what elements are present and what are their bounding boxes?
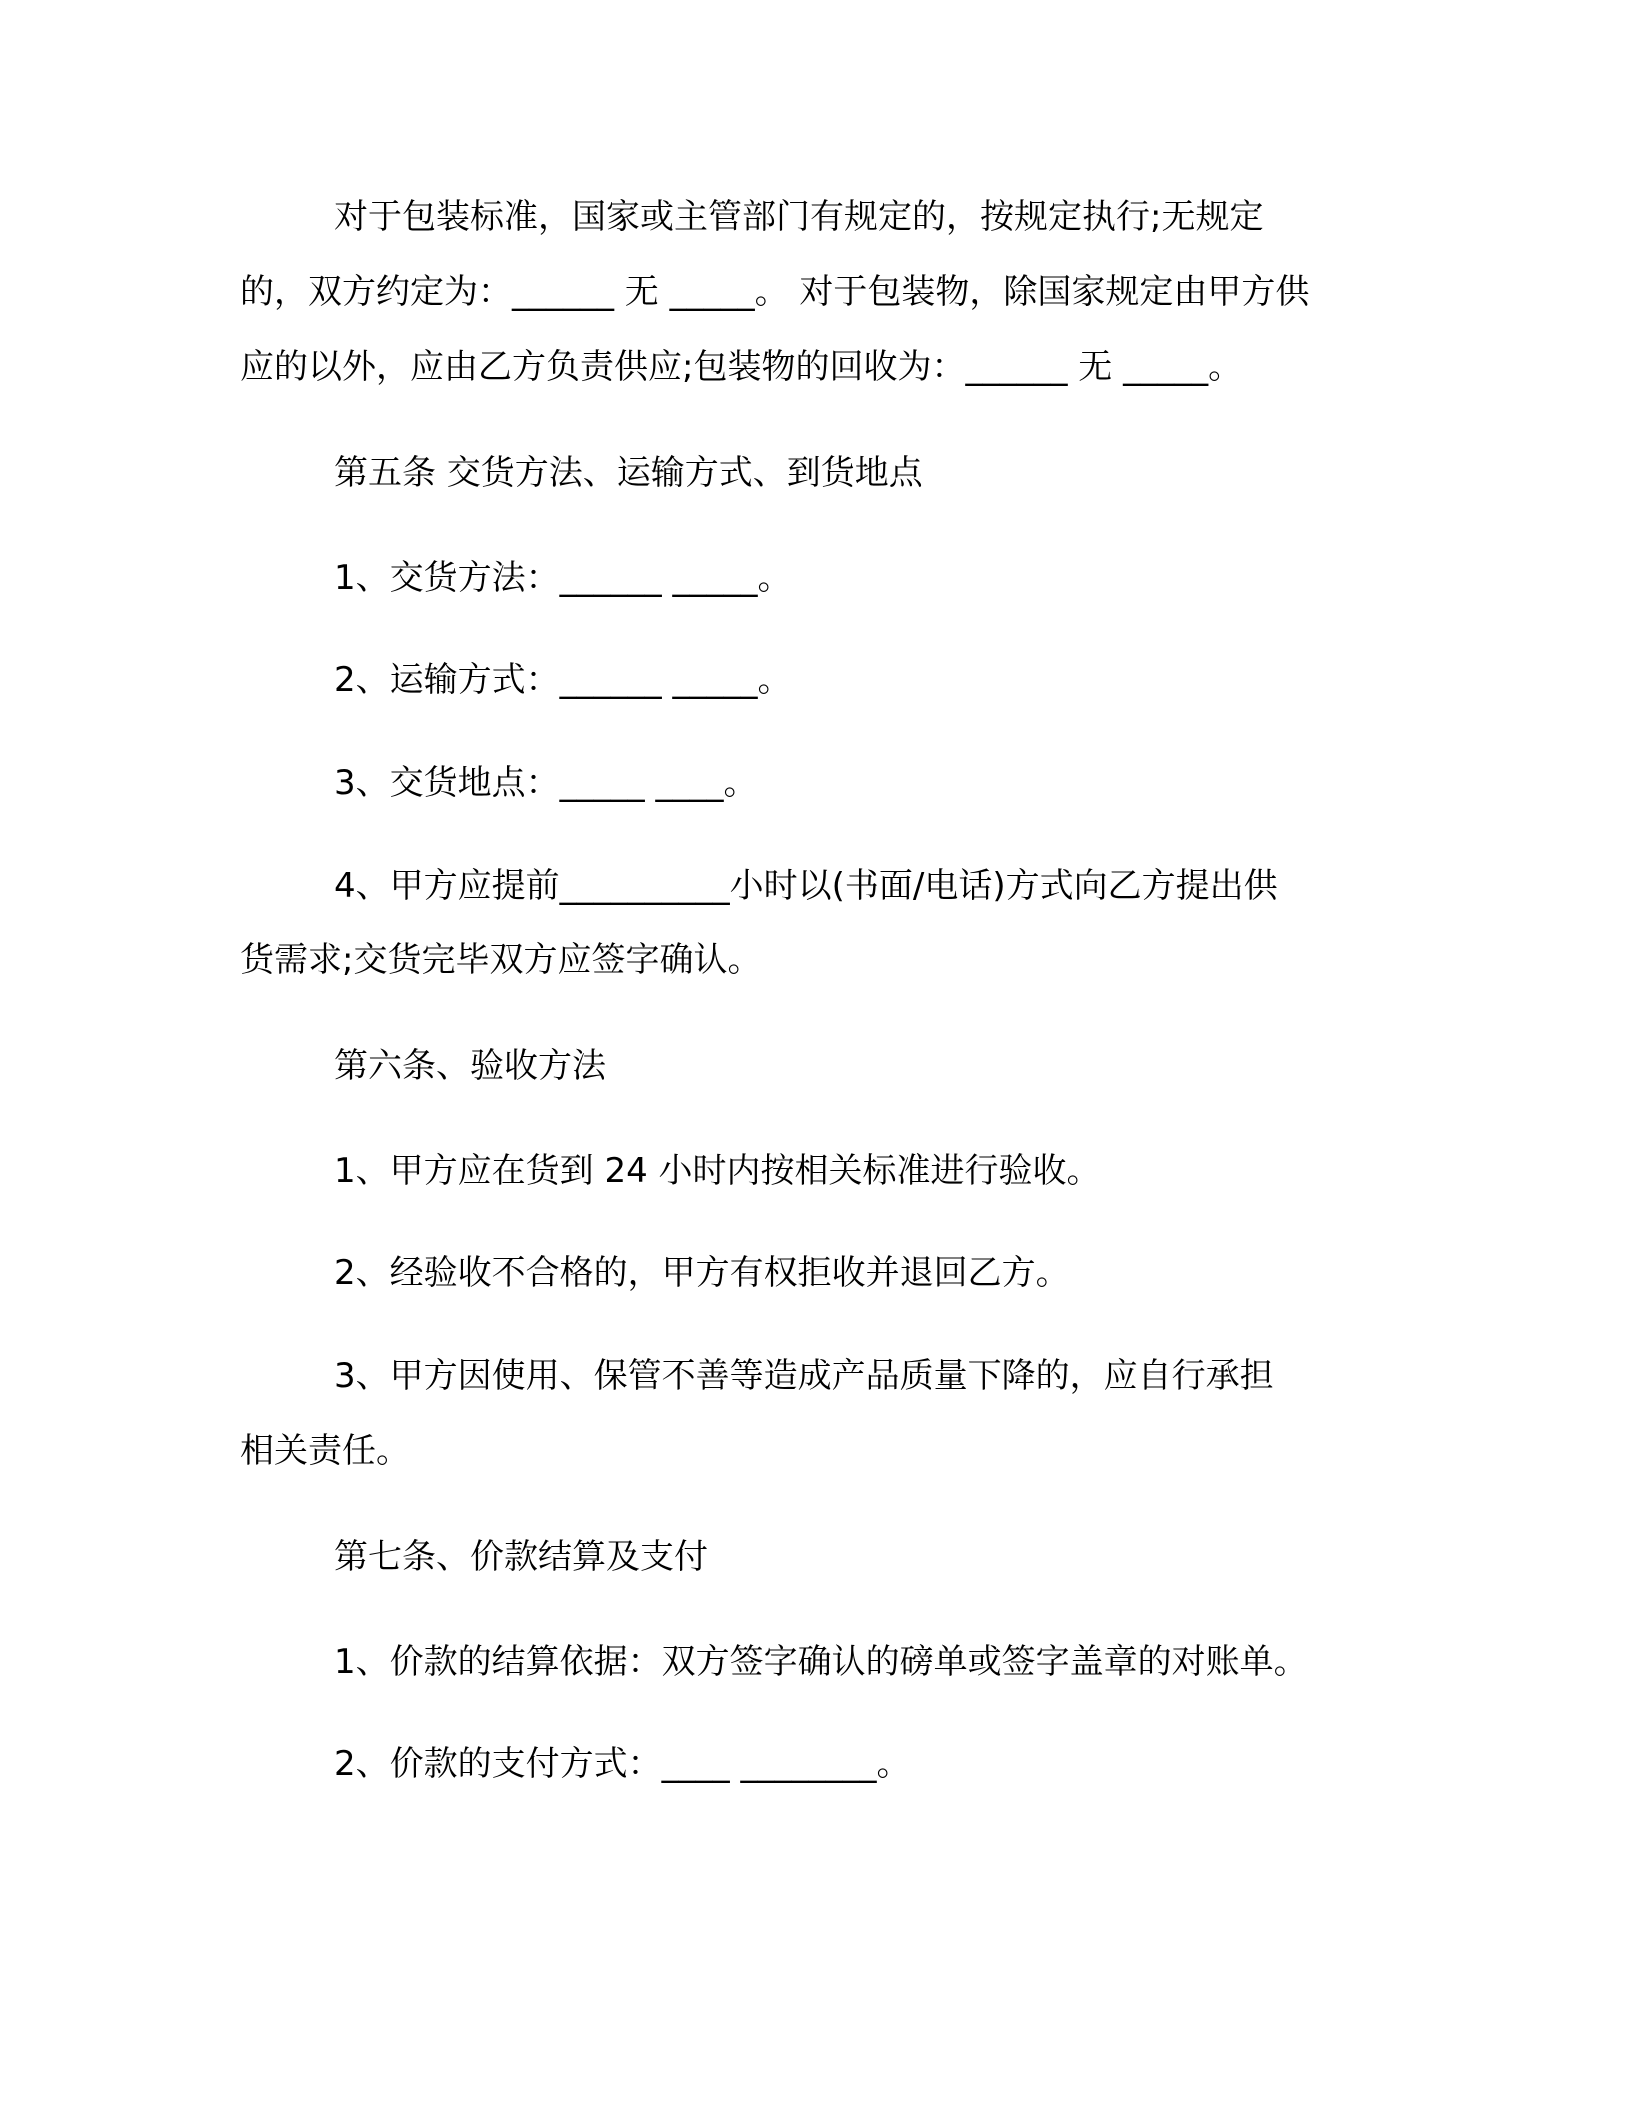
list-item: 4、甲方应提前__________小时以(书面/电话)方式向乙方提出供 [334, 866, 1278, 906]
text-line: 相关责任。 [240, 1431, 410, 1471]
section-heading-6: 第六条、验收方法 [334, 1046, 606, 1086]
list-item: 2、经验收不合格的，甲方有权拒收并退回乙方。 [334, 1253, 1070, 1293]
list-item: 3、交货地点：_____ ____。 [334, 763, 758, 803]
text-line: 应的以外，应由乙方负责供应;包装物的回收为：______ 无 _____。 [240, 347, 1243, 387]
section-heading-5: 第五条 交货方法、运输方式、到货地点 [334, 453, 923, 493]
text-line: 的，双方约定为：______ 无 _____。 对于包装物，除国家规定由甲方供 [240, 272, 1310, 312]
list-item: 3、甲方因使用、保管不善等造成产品质量下降的，应自行承担 [334, 1356, 1274, 1396]
list-item: 1、价款的结算依据：双方签字确认的磅单或签字盖章的对账单。 [334, 1642, 1308, 1682]
section-heading-7: 第七条、价款结算及支付 [334, 1537, 708, 1577]
text-line: 货需求;交货完毕双方应签字确认。 [240, 940, 762, 980]
list-item: 1、甲方应在货到 24 小时内按相关标准进行验收。 [334, 1151, 1101, 1191]
text-line: 对于包装标准，国家或主管部门有规定的，按规定执行;无规定 [334, 197, 1264, 237]
list-item: 1、交货方法：______ _____。 [334, 558, 792, 598]
list-item: 2、价款的支付方式：____ ________。 [334, 1744, 911, 1784]
list-item: 2、运输方式：______ _____。 [334, 660, 792, 700]
